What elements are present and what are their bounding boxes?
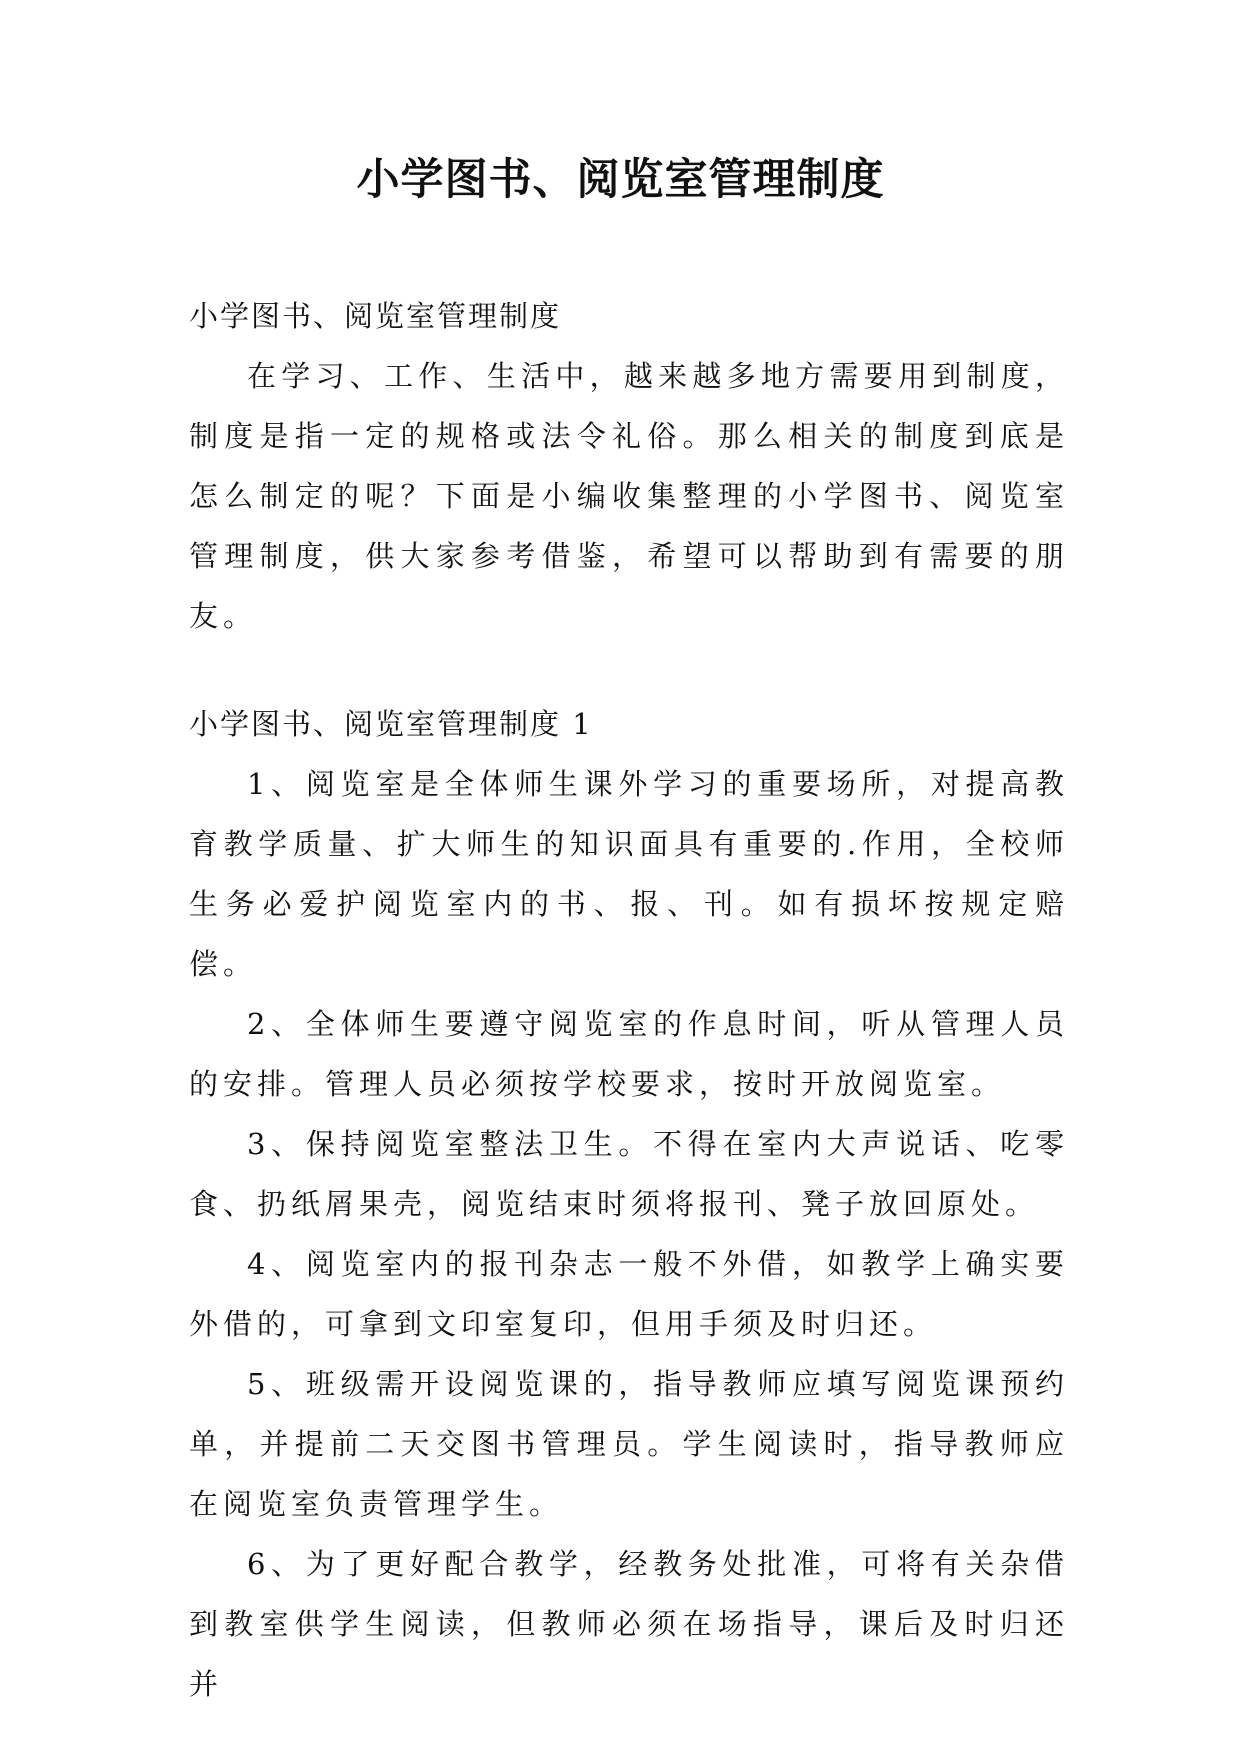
section-1-heading: 小学图书、阅览室管理制度 1 [189,707,593,741]
section-1-body [189,754,1069,1714]
rule-item-2: 2、全体师生要遵守阅览室的作息时间，听从管理人员的安排。管理人员必须按学校要求，按时开放阅览室。 [189,1007,1069,1101]
document-title: 小学图书、阅览室管理制度 [356,155,885,205]
rule-item-3: 3、保持阅览室整法卫生。不得在室内大声说话、吃零食、扔纸屑果壳，阅览结束时须将报刊、凳子放回原处。 [189,1127,1069,1221]
intro-heading: 小学图书、阅览室管理制度 [189,299,562,333]
rule-item-5: 5、班级需开设阅览课的，指导教师应填写阅览课预约单，并提前二天交图书管理员。学生阅读时，指导教师应在阅览室负责管理学生。 [189,1367,1069,1521]
intro-paragraph: 在学习、工作、生活中，越来越多地方需要用到制度，制度是指一定的规格或法令礼俗。那么相关的制度到底是怎么制定的呢？下面是小编收集整理的小学图书、阅览室管理制度，供大家参考借鉴，希望可以帮助到有需要的朋友。 [189,359,1069,633]
rule-item-4: 4、阅览室内的报刊杂志一般不外借，如教学上确实要外借的，可拿到文印室复印，但用手须及时归还。 [189,1247,1069,1341]
rule-item-1: 1、阅览室是全体师生课外学习的重要场所，对提高教育教学质量、扩大师生的知识面具有重要的.作用，全校师生务必爱护阅览室内的书、报、刊。如有损坏按规定赔偿。 [189,767,1069,981]
rule-item-6: 6、为了更好配合教学，经教务处批准，可将有关杂借到教室供学生阅读，但教师必须在场指导，课后及时归还并 [189,1547,1069,1701]
intro-section [189,346,1069,646]
